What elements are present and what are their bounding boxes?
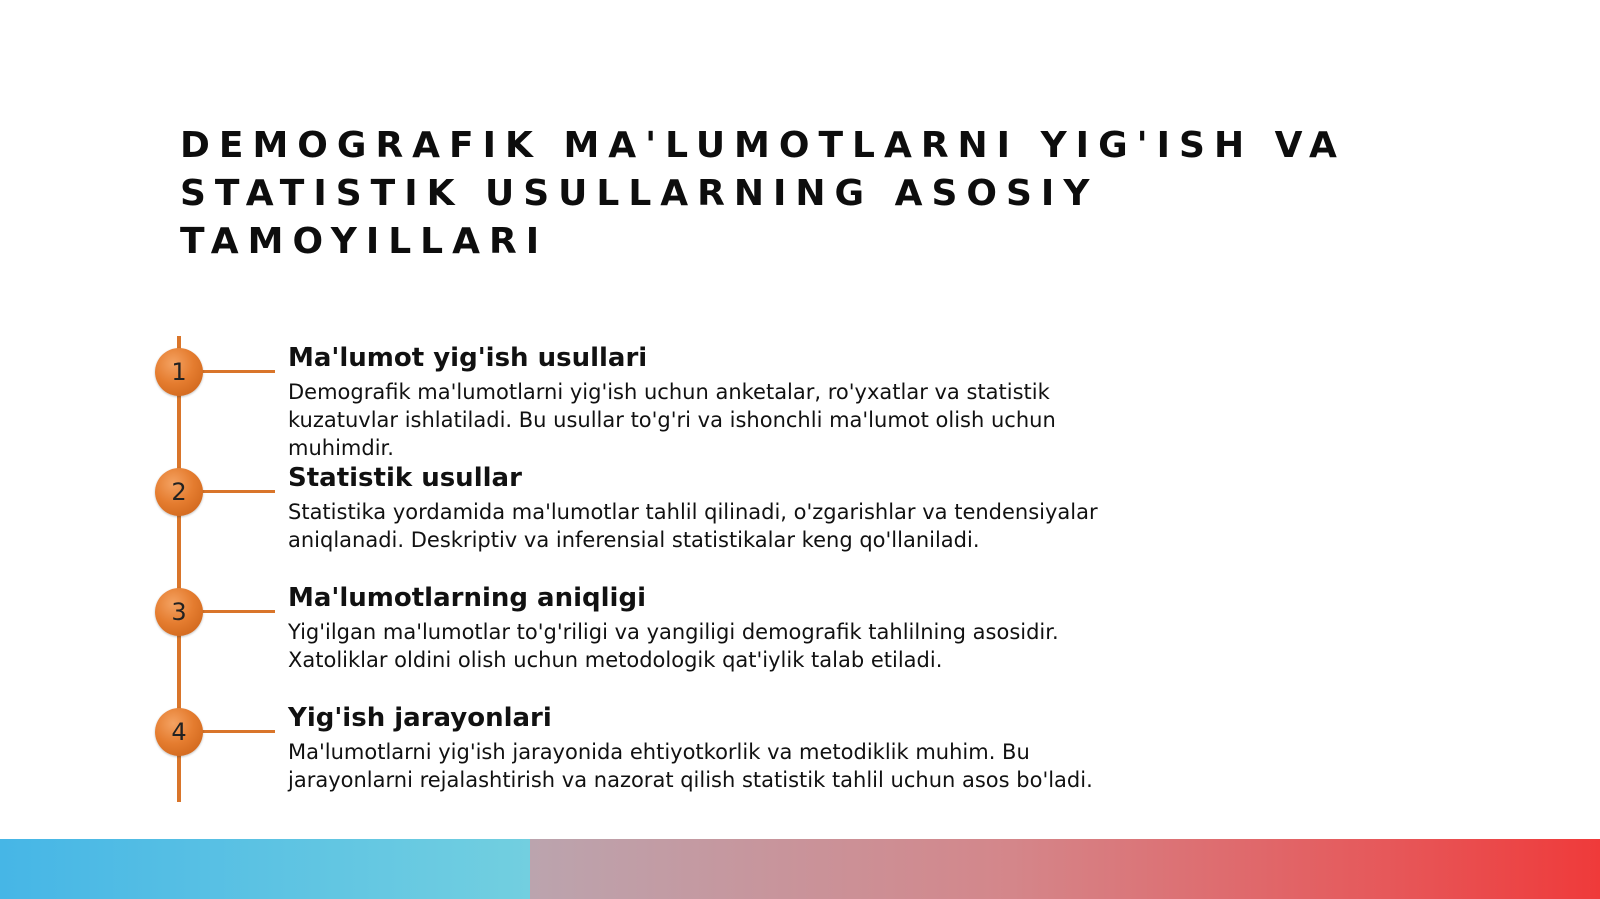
slide-title: DEMOGRAFIK MA'LUMOTLARNI YIG'ISH VA STATISTIK USULLARNING ASOSIY TAMOYILLARI: [180, 125, 1346, 262]
gradient-bar-left: [0, 839, 530, 899]
step-number-3: 3: [171, 598, 187, 626]
step-description-1: Demografik ma'lumotlarni yig'ish uchun anketalar, ro'yxatlar va statistik kuzatuvlar ishlatiladi. Bu usullar to'g'ri va ishonchli ma'lumot olish uchun muhimdir.: [288, 380, 1056, 460]
decorative-gradient-bar: [0, 839, 1600, 899]
step-title-3: Ma'lumotlarning aniqligi: [288, 583, 646, 613]
step-number-badge-2: [155, 468, 203, 516]
step-description-2: Statistika yordamida ma'lumotlar tahlil qilinadi, o'zgarishlar va tendensiyalar aniqlanadi. Deskriptiv va inferensial statistikalar keng qo'llaniladi.: [288, 500, 1098, 552]
step-description-4: Ma'lumotlarni yig'ish jarayonida ehtiyotkorlik va metodiklik muhim. Bu jarayonlarni rejalashtirish va nazorat qilish statistik tahlil uchun asos bo'ladi.: [288, 740, 1093, 792]
step-connector-2: [196, 490, 275, 493]
step-connector-3: [196, 610, 275, 613]
step-description-3: Yig'ilgan ma'lumotlar to'g'riligi va yangiligi demografik tahlilning asosidir. Xatoliklar oldini olish uchun metodologik qat'iylik talab etiladi.: [288, 620, 1059, 672]
gradient-bar-right: [530, 839, 1600, 899]
step-connector-1: [196, 370, 275, 373]
step-title-4: Yig'ish jarayonlari: [288, 703, 552, 733]
step-number-1: 1: [171, 358, 187, 386]
step-number-badge-4: [155, 708, 203, 756]
step-number-badge-3: [155, 588, 203, 636]
step-connector-4: [196, 730, 275, 733]
step-number-badge-1: [155, 348, 203, 396]
step-number-2: 2: [171, 478, 187, 506]
step-number-4: 4: [171, 718, 187, 746]
step-title-2: Statistik usullar: [288, 463, 522, 493]
step-title-1: Ma'lumot yig'ish usullari: [288, 343, 648, 373]
